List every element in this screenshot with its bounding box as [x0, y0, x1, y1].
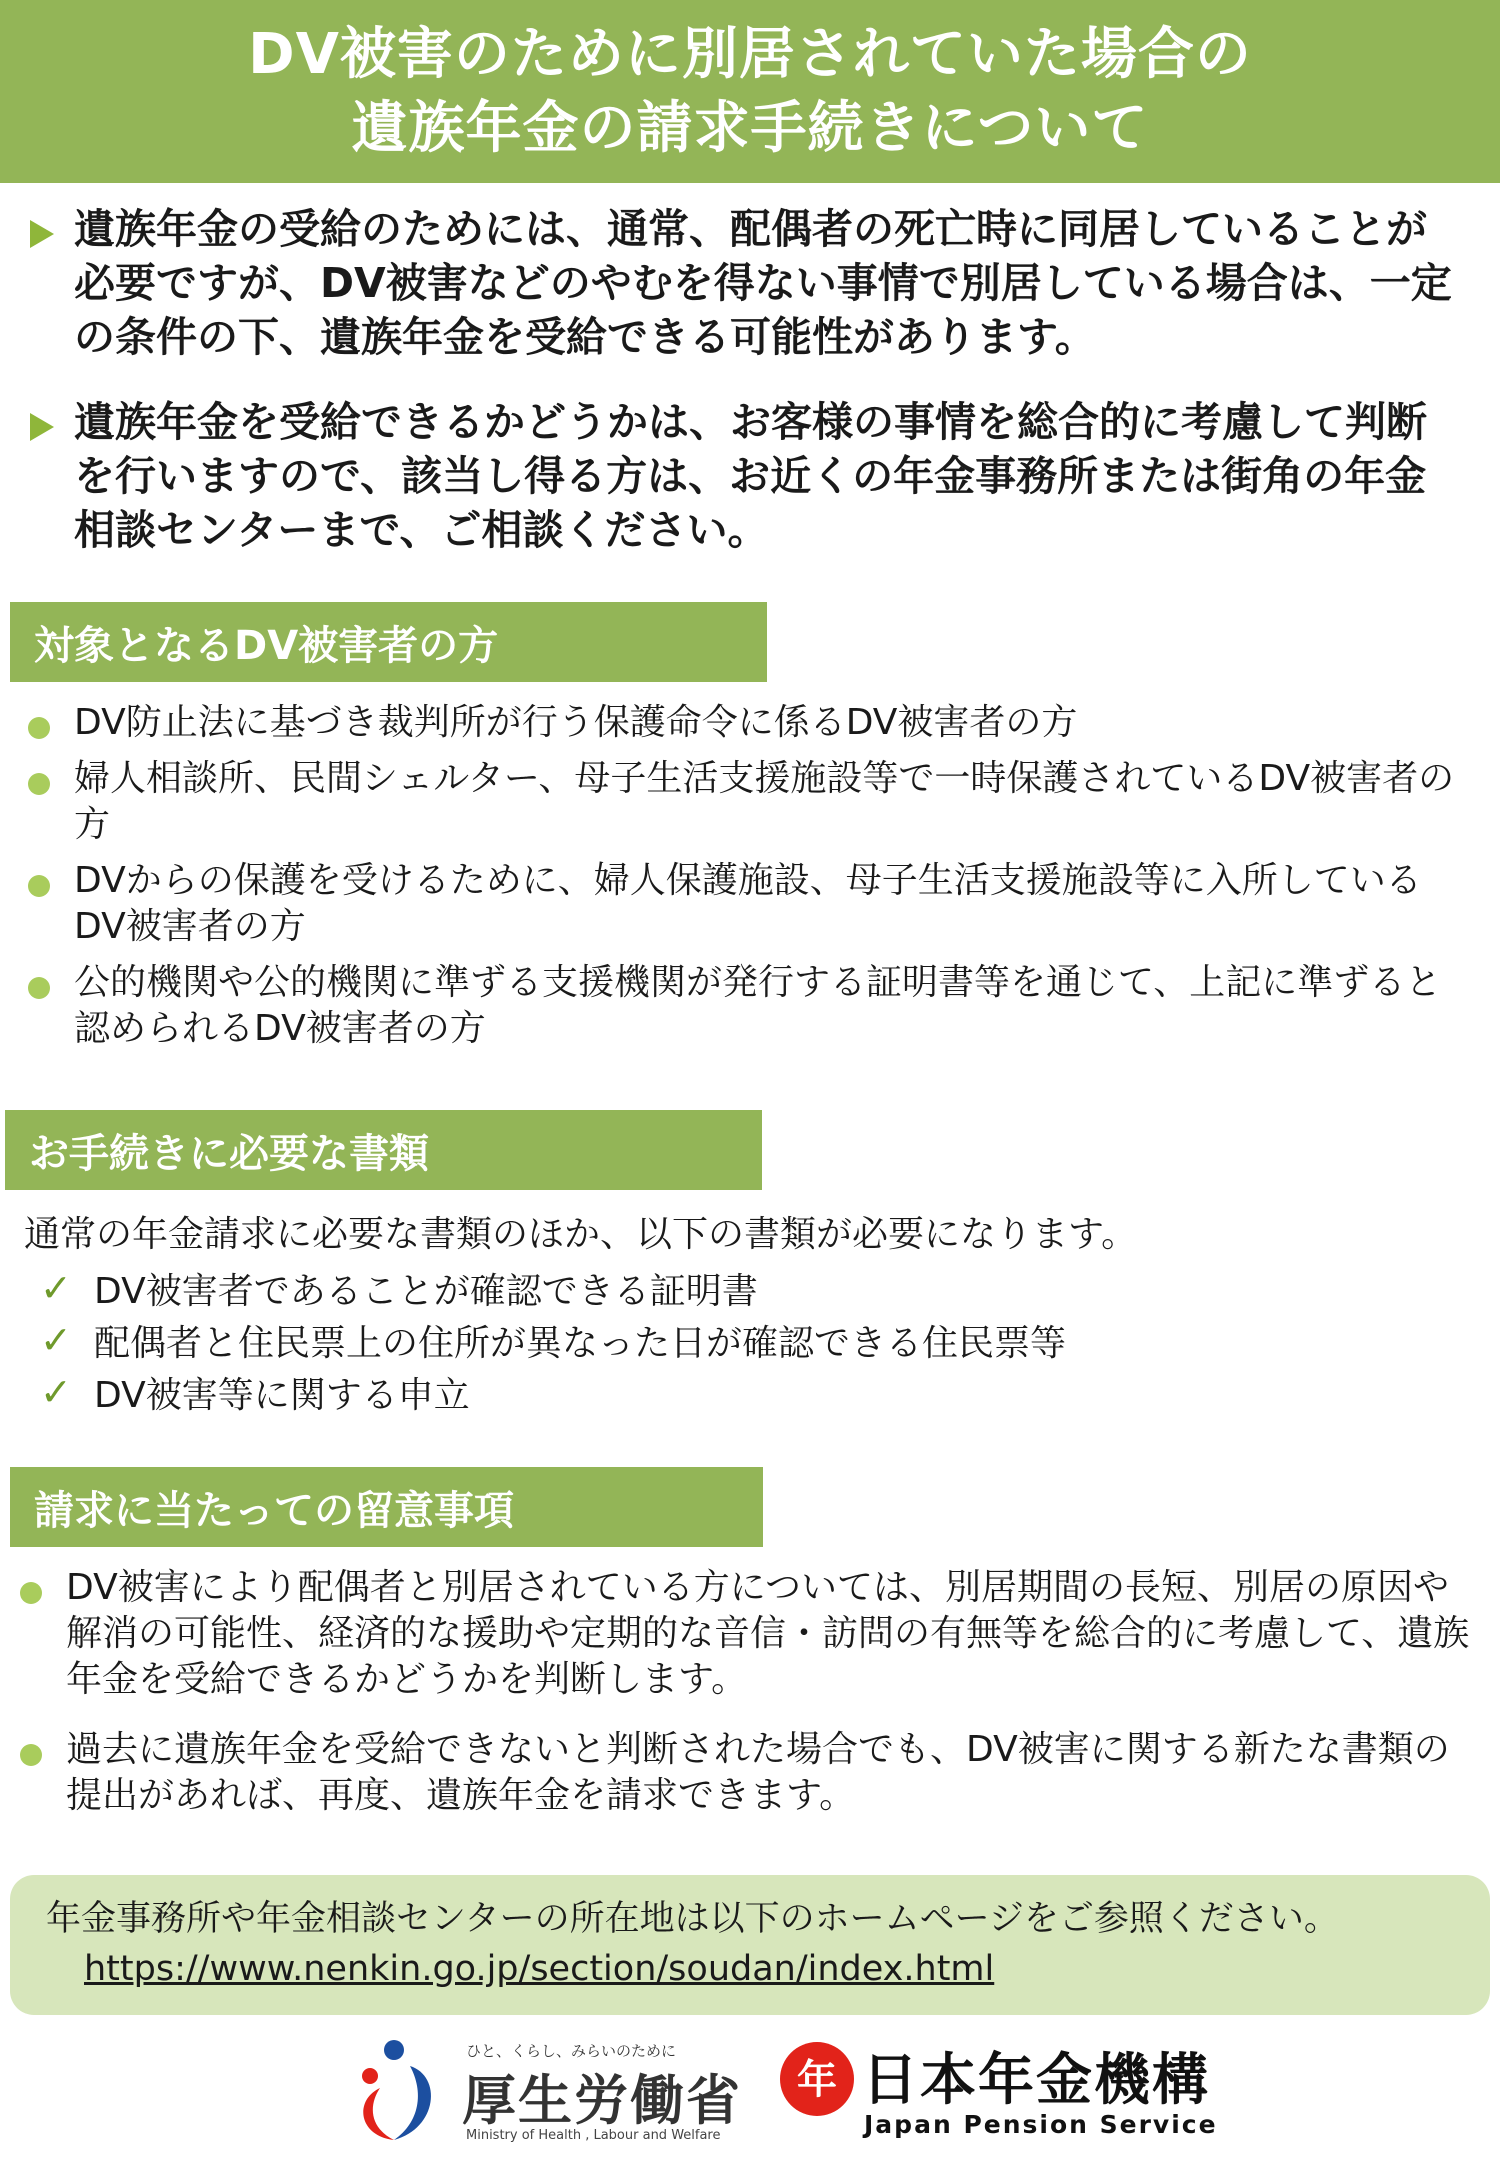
list-item: ✓ 配偶者と住民票上の住所が異なった日が確認できる住民票等 — [40, 1318, 1067, 1364]
intro-paragraph-2 — [30, 395, 1460, 557]
list-item: DV防止法に基づき裁判所が行う保護命令に係るDV被害者の方 — [28, 700, 1468, 746]
list-item: 過去に遺族年金を受給できないと判断された場合でも、DV被害に関する新たな書類の提出があれば、再度、遺族年金を請求できます。 — [20, 1727, 1470, 1819]
check-icon: ✓ — [40, 1318, 72, 1362]
footer-logos — [0, 2030, 1500, 2160]
list-item: DVからの保護を受けるために、婦人保護施設、母子生活支援施設等に入所しているDV被害者の方 — [28, 858, 1468, 950]
docs-lead-text: 通常の年金請求に必要な書類のほか、以下の書類が必要になります。 — [24, 1214, 1138, 1255]
section-title: 請求に当たっての留意事項 — [34, 1487, 514, 1534]
mhlw-english-name: Ministry of Health , Labour and Welfare — [466, 2128, 721, 2143]
section-header-notes — [10, 1467, 763, 1547]
mhlw-name: 厚生労働省 — [462, 2069, 742, 2132]
list-item: ✓ DV被害等に関する申立 — [40, 1370, 470, 1416]
intro-text: 遺族年金を受給できるかどうかは、お客様の事情を総合的に考慮して判断を行いますので、該当し得る方は、お近くの年金事務所または街角の年金相談センターまで、ご相談ください。 — [74, 398, 1427, 554]
section-header-target — [10, 602, 767, 682]
dot-bullet-icon — [28, 773, 50, 795]
title-banner — [0, 0, 1500, 183]
mhlw-logo-icon — [350, 2036, 442, 2148]
check-icon: ✓ — [40, 1370, 72, 1414]
info-box — [10, 1875, 1490, 2015]
section-header-docs — [5, 1110, 762, 1190]
list-item: 婦人相談所、民間シェルター、母子生活支援施設等で一時保護されているDV被害者の方 — [28, 756, 1468, 848]
homepage-link[interactable]: https://www.nenkin.go.jp/section/soudan/index.html — [84, 1949, 995, 1989]
info-text: 年金事務所や年金相談センターの所在地は以下のホームページをご参照ください。 — [46, 1899, 1339, 1939]
jps-english-name: Japan Pension Service — [864, 2110, 1218, 2139]
list-item: ✓ DV被害者であることが確認できる証明書 — [40, 1266, 758, 1312]
dot-bullet-icon — [20, 1744, 42, 1766]
dot-bullet-icon — [28, 875, 50, 897]
jps-logo-icon — [778, 2040, 856, 2118]
triangle-bullet-icon — [30, 220, 54, 248]
dot-bullet-icon — [20, 1582, 42, 1604]
jps-name: 日本年金機構 — [862, 2048, 1210, 2113]
dot-bullet-icon — [28, 717, 50, 739]
check-icon: ✓ — [40, 1266, 72, 1310]
docs-checklist — [40, 1262, 1066, 1418]
target-list — [28, 700, 1468, 1052]
list-item: DV被害により配偶者と別居されている方については、別居期間の長短、別居の原因や解消の可能性、経済的な援助や定期的な音信・訪問の有無等を総合的に考慮して、遺族年金を受給できるかどうかを判断します。 — [20, 1565, 1470, 1703]
page-title-line-2: 遺族年金の請求手続きについて — [351, 95, 1149, 161]
triangle-bullet-icon — [30, 413, 54, 441]
mhlw-tagline: ひと、くらし、みらいのために — [466, 2042, 677, 2060]
dot-bullet-icon — [28, 977, 50, 999]
list-item: 公的機関や公的機関に準ずる支援機関が発行する証明書等を通じて、上記に準ずると認められるDV被害者の方 — [28, 960, 1468, 1052]
intro-paragraph-1 — [30, 202, 1460, 364]
section-title: お手続きに必要な書類 — [29, 1130, 429, 1177]
page-title-line-1: DV被害のために別居されていた場合の — [248, 21, 1252, 87]
section-title: 対象となるDV被害者の方 — [34, 622, 499, 669]
intro-text: 遺族年金の受給のためには、通常、配偶者の死亡時に同居していることが必要ですが、DV被害などのやむを得ない事情で別居している場合は、一定の条件の下、遺族年金を受給できる可能性があります。 — [74, 205, 1452, 361]
notes-list — [20, 1565, 1470, 1819]
jps-mark-char: 年 — [797, 2057, 837, 2103]
